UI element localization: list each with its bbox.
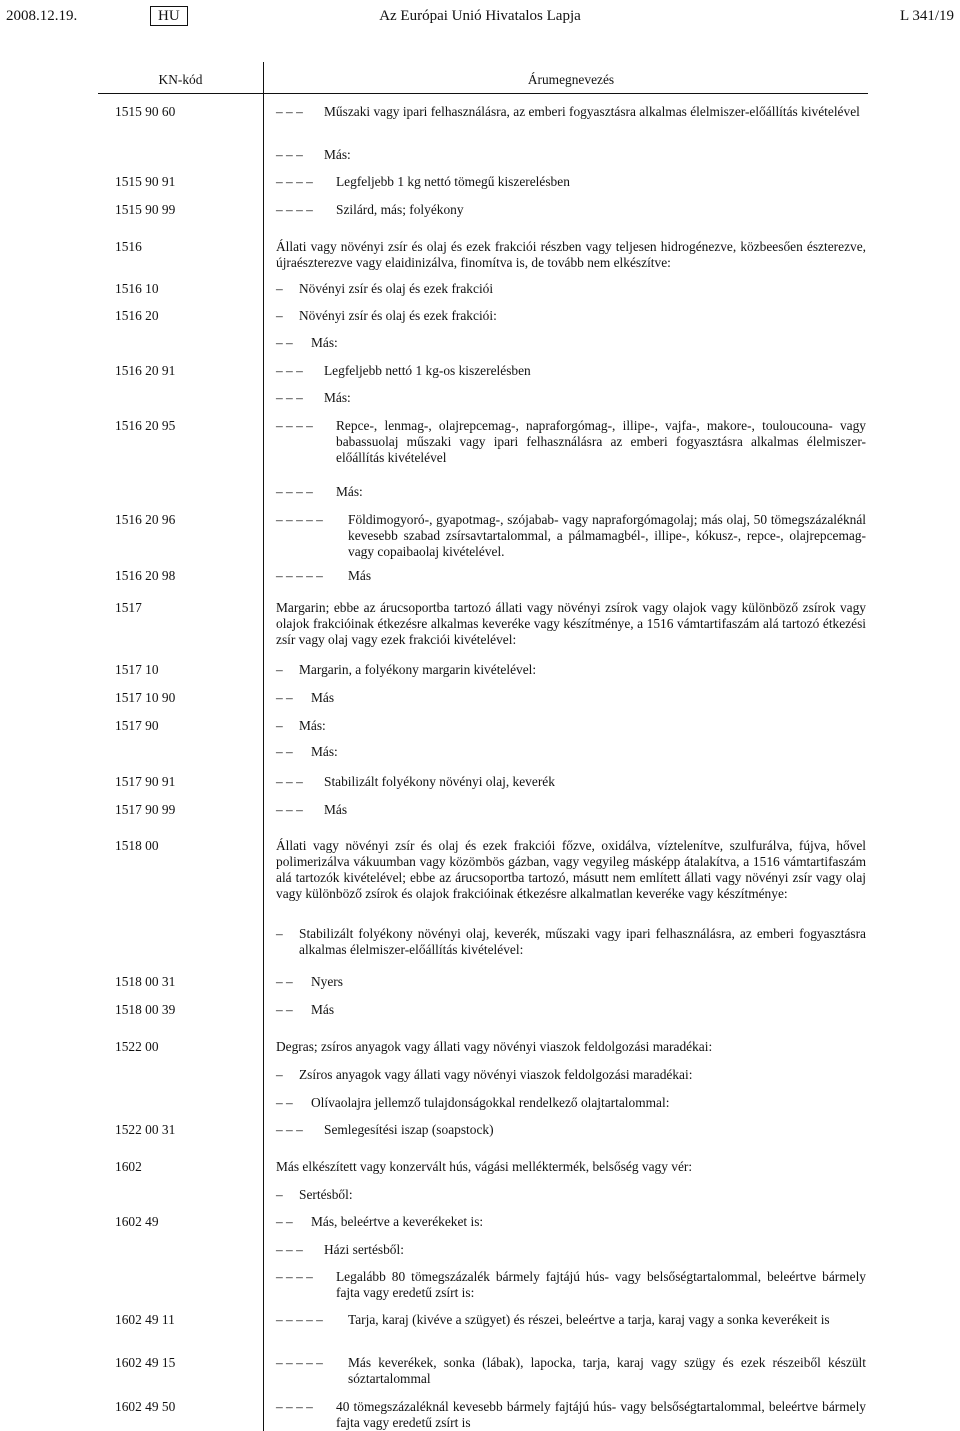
description-text: Legfeljebb nettó 1 kg-os kiszerelésben bbox=[324, 363, 531, 378]
description-text: Legalább 80 tömegszázalék bármely fajtájú hús- vagy belsőségtartalommal, beleértve bármely fajta vagy eredetű zsírt is: bbox=[336, 1269, 866, 1300]
cn-code: 1515 90 60 bbox=[115, 104, 176, 119]
description-cell bbox=[276, 512, 866, 560]
description-text: Házi sertésből: bbox=[324, 1242, 404, 1257]
description-cell bbox=[276, 239, 866, 271]
description-cell bbox=[276, 104, 866, 120]
description-cell bbox=[276, 335, 866, 351]
indent-dashes: – – – bbox=[276, 390, 303, 405]
description-cell bbox=[276, 1355, 866, 1387]
description-text: Más: bbox=[311, 335, 338, 350]
description-text: Más bbox=[348, 568, 372, 583]
description-cell bbox=[276, 390, 866, 406]
description-text: Tarja, karaj (kivéve a szügyet) és részei, beleértve a tarja, karaj vagy a sonka keverékeit is bbox=[348, 1312, 830, 1327]
description-text: Növényi zsír és olaj és ezek frakciói: bbox=[299, 308, 497, 323]
description-cell bbox=[276, 1095, 866, 1111]
description-cell bbox=[276, 1159, 866, 1175]
indent-dashes: – – – bbox=[276, 1242, 303, 1257]
indent-dashes: – – – – bbox=[276, 174, 313, 189]
column-header-description: Árumegnevezés bbox=[527, 72, 615, 87]
description-cell bbox=[276, 1039, 866, 1055]
description-cell bbox=[276, 1214, 866, 1230]
description-text: 40 tömegszázaléknál kevesebb bármely fajtájú hús- vagy belsőségtartalommal, beleértve bármely fajta vagy eredetű zsírt is bbox=[336, 1399, 866, 1430]
indent-dashes: – – – – bbox=[276, 484, 313, 499]
description-cell bbox=[276, 363, 866, 379]
indent-dashes: – – – bbox=[276, 802, 303, 817]
description-cell bbox=[276, 418, 866, 466]
header-language-box: HU bbox=[150, 6, 188, 26]
indent-dashes: – – – – – bbox=[276, 512, 323, 527]
cn-code: 1602 49 50 bbox=[115, 1399, 176, 1414]
description-text: Stabilizált folyékony növényi olaj, keverék bbox=[324, 774, 555, 789]
indent-dashes: – bbox=[276, 308, 283, 323]
cn-code: 1602 49 15 bbox=[115, 1355, 176, 1370]
indent-dashes: – – – – – bbox=[276, 568, 323, 583]
indent-dashes: – bbox=[276, 281, 283, 296]
description-text: Stabilizált folyékony növényi olaj, keverék, műszaki vagy ipari felhasználásra, az emberi fogyasztásra alkalmas élelmiszer-előállítás kivételével: bbox=[299, 926, 866, 957]
description-text: Más bbox=[324, 802, 348, 817]
cn-code: 1515 90 99 bbox=[115, 202, 176, 217]
indent-dashes: – – bbox=[276, 690, 293, 705]
description-text: Más elkészített vagy konzervált hús, vágási melléktermék, belsőség vagy vér: bbox=[276, 1159, 693, 1174]
description-cell bbox=[276, 202, 866, 218]
description-cell bbox=[276, 1269, 866, 1301]
description-cell bbox=[276, 974, 866, 990]
indent-dashes: – bbox=[276, 662, 283, 677]
description-cell bbox=[276, 568, 866, 584]
indent-dashes: – – bbox=[276, 744, 293, 759]
description-text: Más: bbox=[311, 744, 338, 759]
description-cell bbox=[276, 1312, 866, 1328]
description-text: Földimogyoró-, gyapotmag-, szójabab- vagy napraforgómagolaj; más olaj, 50 tömegszázaléknál kevesebb szabad zsírsavtartalommal, a pálmamagbél-, illipe-, kókusz-, repce-, olajrepcemag- vagy copaibaolaj kivételével. bbox=[348, 512, 866, 559]
cn-code: 1518 00 31 bbox=[115, 974, 176, 989]
indent-dashes: – – – bbox=[276, 147, 303, 162]
cn-code: 1516 20 bbox=[115, 308, 159, 323]
cn-code: 1517 90 91 bbox=[115, 774, 176, 789]
description-text: Állati vagy növényi zsír és olaj és ezek frakciói főzve, oxidálva, víztelenítve, szulfurálva, fújva, hővel polimerizálva vákuumban vagy közömbös gázban, vagy vegyileg másképp átalakítva, a 1516 vámtartifaszám alá tartozók kivételével; ebbe az árucsoportba tartozó, másutt nem említett állati vagy növényi zsír vagy olaj vagy különböző zsírok és olajok frakcióinak étkezésre alkalmatlan keveréke vagy készítménye: bbox=[276, 838, 866, 901]
cn-code: 1517 10 bbox=[115, 662, 159, 677]
description-cell bbox=[276, 308, 866, 324]
description-text: Sertésből: bbox=[299, 1187, 353, 1202]
description-cell bbox=[276, 1067, 866, 1083]
description-text: Növényi zsír és olaj és ezek frakciói bbox=[299, 281, 494, 296]
description-text: Műszaki vagy ipari felhasználásra, az emberi fogyasztásra alkalmas élelmiszer-előállítás kivételével bbox=[324, 104, 860, 119]
column-header-code: KN-kód bbox=[158, 72, 203, 87]
description-cell bbox=[276, 774, 866, 790]
indent-dashes: – – – – – bbox=[276, 1312, 323, 1327]
description-text: Más: bbox=[324, 390, 351, 405]
description-text: Más bbox=[311, 690, 335, 705]
indent-dashes: – – – – – bbox=[276, 1355, 323, 1370]
description-text: Legfeljebb 1 kg nettó tömegű kiszerelésben bbox=[336, 174, 570, 189]
description-text: Semlegesítési iszap (soapstock) bbox=[324, 1122, 494, 1137]
description-cell bbox=[276, 662, 866, 678]
cn-code: 1522 00 31 bbox=[115, 1122, 176, 1137]
cn-code: 1516 20 95 bbox=[115, 418, 176, 433]
cn-code: 1517 90 bbox=[115, 718, 159, 733]
description-cell bbox=[276, 802, 866, 818]
indent-dashes: – bbox=[276, 1187, 283, 1202]
description-cell bbox=[276, 1122, 866, 1138]
indent-dashes: – – – – bbox=[276, 1269, 313, 1284]
indent-dashes: – – – – bbox=[276, 418, 313, 433]
description-text: Szilárd, más; folyékony bbox=[336, 202, 464, 217]
cn-code: 1516 bbox=[115, 239, 142, 254]
cn-code: 1516 20 91 bbox=[115, 363, 176, 378]
description-cell bbox=[276, 690, 866, 706]
description-cell bbox=[276, 600, 866, 648]
page-header bbox=[6, 6, 954, 28]
indent-dashes: – – – bbox=[276, 363, 303, 378]
description-cell bbox=[276, 1399, 866, 1431]
indent-dashes: – bbox=[276, 718, 283, 733]
description-text: Nyers bbox=[311, 974, 343, 989]
header-date: 2008.12.19. bbox=[6, 8, 78, 24]
description-cell bbox=[276, 1002, 866, 1018]
cn-code: 1517 bbox=[115, 600, 142, 615]
indent-dashes: – – – bbox=[276, 104, 303, 119]
description-text: Más, beleértve a keverékeket is: bbox=[311, 1214, 484, 1229]
description-cell bbox=[276, 147, 866, 163]
description-text: Degras; zsíros anyagok vagy állati vagy növényi viaszok feldolgozási maradékai: bbox=[276, 1039, 713, 1054]
description-cell bbox=[276, 281, 866, 297]
cn-code: 1516 20 96 bbox=[115, 512, 176, 527]
description-text: Más: bbox=[336, 484, 363, 499]
description-cell bbox=[276, 1187, 866, 1203]
cn-code: 1516 20 98 bbox=[115, 568, 176, 583]
tariff-table bbox=[98, 62, 868, 1431]
indent-dashes: – – bbox=[276, 335, 293, 350]
description-cell bbox=[276, 744, 866, 760]
indent-dashes: – – bbox=[276, 1214, 293, 1229]
description-text: Más: bbox=[299, 718, 326, 733]
header-journal-title: Az Európai Unió Hivatalos Lapja bbox=[379, 8, 581, 24]
description-text: Más bbox=[311, 1002, 335, 1017]
indent-dashes: – – bbox=[276, 974, 293, 989]
column-divider bbox=[263, 62, 264, 1431]
cn-code: 1602 49 bbox=[115, 1214, 159, 1229]
indent-dashes: – bbox=[276, 926, 283, 941]
description-text: Repce-, lenmag-, olajrepcemag-, napraforgómag-, illipe-, vajfa-, makore-, touloucouna- vagy babassuolaj műszaki vagy ipari felhasználásra az emberi fogyasztásra alkalmas élelmiszer-előállítás kivételével bbox=[336, 418, 866, 465]
indent-dashes: – – – – bbox=[276, 202, 313, 217]
description-text: Olívaolajra jellemző tulajdonságokkal rendelkező olajtartalommal: bbox=[311, 1095, 670, 1110]
indent-dashes: – – – bbox=[276, 1122, 303, 1137]
cn-code: 1517 10 90 bbox=[115, 690, 176, 705]
cn-code: 1522 00 bbox=[115, 1039, 159, 1054]
cn-code: 1517 90 99 bbox=[115, 802, 176, 817]
description-text: Más keverékek, sonka (lábak), lapocka, tarja, karaj vagy szügy és ezek részeiből készült sóztartalommal bbox=[348, 1355, 866, 1386]
indent-dashes: – – bbox=[276, 1095, 293, 1110]
description-text: Margarin, a folyékony margarin kivételével: bbox=[299, 662, 537, 677]
description-cell bbox=[276, 838, 866, 902]
cn-code: 1518 00 39 bbox=[115, 1002, 176, 1017]
description-cell bbox=[276, 926, 866, 958]
header-page-number: L 341/19 bbox=[899, 8, 954, 24]
description-cell bbox=[276, 484, 866, 500]
cn-code: 1516 10 bbox=[115, 281, 159, 296]
description-cell bbox=[276, 1242, 866, 1258]
description-text: Margarin; ebbe az árucsoportba tartozó állati vagy növényi zsírok vagy olajok vagy különböző zsírok vagy olajok frakcióinak étkezésre alkalmas keveréke vagy készítménye, a 1516 vámtartifaszám alá tartozó étkezési zsír vagy olaj vagy ezek frakciói kivételével: bbox=[276, 600, 866, 647]
indent-dashes: – – bbox=[276, 1002, 293, 1017]
description-cell bbox=[276, 174, 866, 190]
indent-dashes: – – – – bbox=[276, 1399, 313, 1414]
cn-code: 1515 90 91 bbox=[115, 174, 176, 189]
description-text: Zsíros anyagok vagy állati vagy növényi viaszok feldolgozási maradékai: bbox=[299, 1067, 693, 1082]
indent-dashes: – – – bbox=[276, 774, 303, 789]
cn-code: 1518 00 bbox=[115, 838, 159, 853]
description-text: Állati vagy növényi zsír és olaj és ezek frakciói részben vagy teljesen hidrogénezve, közbeesően észterezve, újraészterezve vagy elaidinizálva, finomítva is, de tovább nem elkészítve: bbox=[276, 239, 866, 270]
indent-dashes: – bbox=[276, 1067, 283, 1082]
description-cell bbox=[276, 718, 866, 734]
cn-code: 1602 49 11 bbox=[115, 1312, 175, 1327]
cn-code: 1602 bbox=[115, 1159, 142, 1174]
description-text: Más: bbox=[324, 147, 351, 162]
header-divider bbox=[98, 93, 868, 94]
